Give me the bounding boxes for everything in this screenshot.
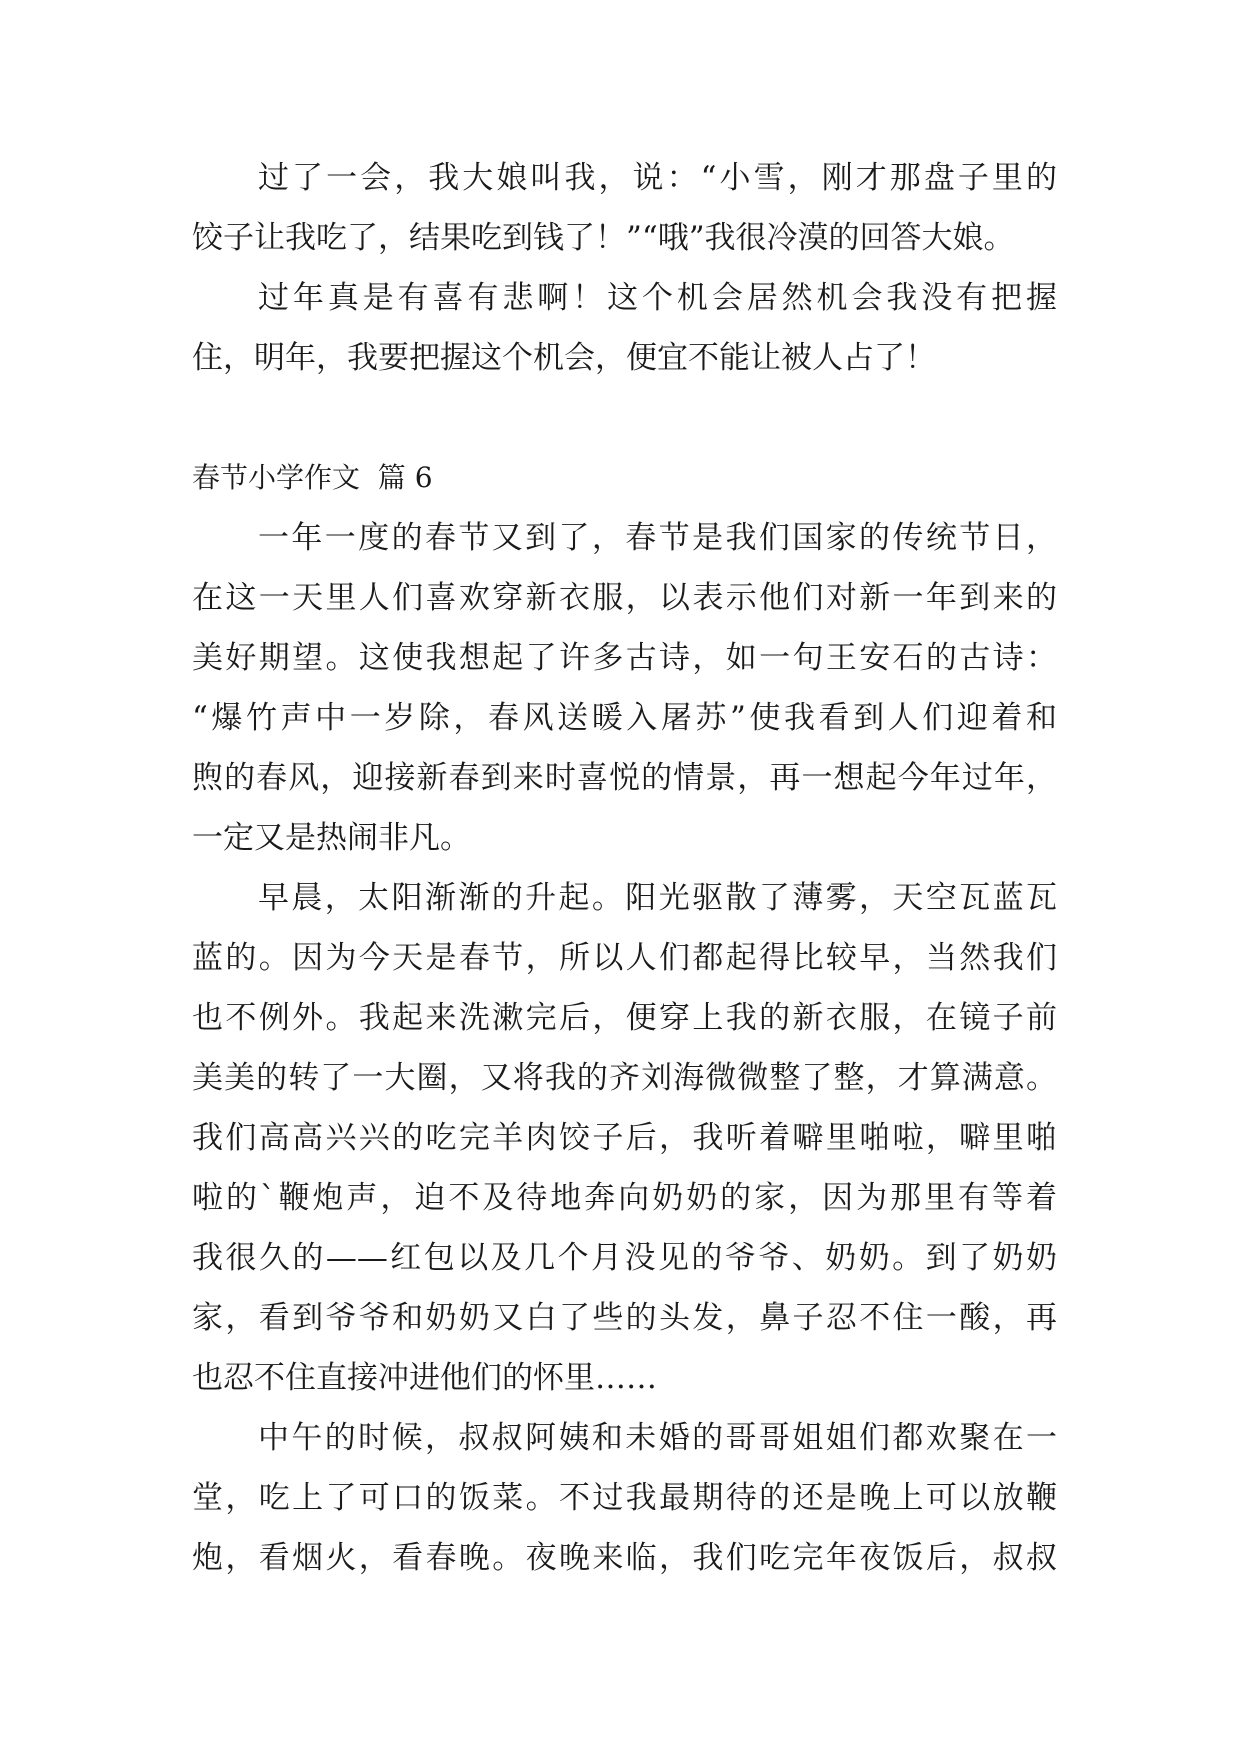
paragraph-line: 在这一天里人们喜欢穿新衣服，以表示他们对新一年到来的 (192, 580, 1057, 616)
intro-paragraph-2 (192, 268, 1057, 388)
paragraph-line: 一年一度的春节又到了，春节是我们国家的传统节日， (258, 520, 1057, 556)
paragraph-line: 炮，看烟火，看春晚。夜晚来临，我们吃完年夜饭后，叔叔 (192, 1540, 1057, 1576)
paragraph-line: 住，明年，我要把握这个机会，便宜不能让被人占了！ (192, 340, 936, 376)
paragraph-line: 早晨，太阳渐渐的升起。阳光驱散了薄雾，天空瓦蓝瓦 (258, 880, 1057, 916)
paragraph-line: 也忍不住直接冲进他们的怀里…… (192, 1360, 657, 1396)
paragraph-line: 我很久的——红包以及几个月没见的爷爷、奶奶。到了奶奶 (192, 1240, 1057, 1276)
paragraph-line: 我们高高兴兴的吃完羊肉饺子后，我听着噼里啪啦，噼里啪 (192, 1120, 1057, 1156)
body-paragraph-1 (192, 508, 1057, 868)
paragraph-line: 堂，吃上了可口的饭菜。不过我最期待的还是晚上可以放鞭 (192, 1480, 1057, 1516)
paragraph-line: 饺子让我吃了，结果吃到钱了！”“哦”我很冷漠的回答大娘。 (192, 220, 1015, 256)
paragraph-line: 一定又是热闹非凡。 (192, 820, 471, 856)
paragraph-line: 中午的时候，叔叔阿姨和未婚的哥哥姐姐们都欢聚在一 (258, 1420, 1057, 1456)
paragraph-line: 美美的转了一大圈，又将我的齐刘海微微整了整，才算满意。 (192, 1060, 1057, 1096)
paragraph-line: 啦的`鞭炮声，迫不及待地奔向奶奶的家，因为那里有等着 (192, 1180, 1057, 1216)
section-title: 春节小学作文 篇 6 (192, 461, 433, 494)
body-paragraph-3 (192, 1408, 1057, 1588)
body-text (192, 508, 1057, 1588)
paragraph-line: 也不例外。我起来洗漱完后，便穿上我的新衣服，在镜子前 (192, 1000, 1057, 1036)
paragraph-line: 家，看到爷爷和奶奶又白了些的头发，鼻子忍不住一酸，再 (192, 1300, 1057, 1336)
intro-text (192, 148, 1057, 388)
paragraph-line: 过了一会，我大娘叫我，说：“小雪，刚才那盘子里的 (258, 160, 1057, 196)
paragraph-line: 过年真是有喜有悲啊！这个机会居然机会我没有把握 (258, 280, 1057, 316)
paragraph-line: 蓝的。因为今天是春节，所以人们都起得比较早，当然我们 (192, 940, 1057, 976)
intro-paragraph-1 (192, 148, 1057, 268)
paragraph-line: 美好期望。这使我想起了许多古诗，如一句王安石的古诗： (192, 640, 1057, 676)
paragraph-line: 煦的春风，迎接新春到来时喜悦的情景，再一想起今年过年， (192, 760, 1057, 796)
body-paragraph-2 (192, 868, 1057, 1408)
paragraph-line: “爆竹声中一岁除，春风送暖入屠苏”使我看到人们迎着和 (192, 700, 1057, 736)
